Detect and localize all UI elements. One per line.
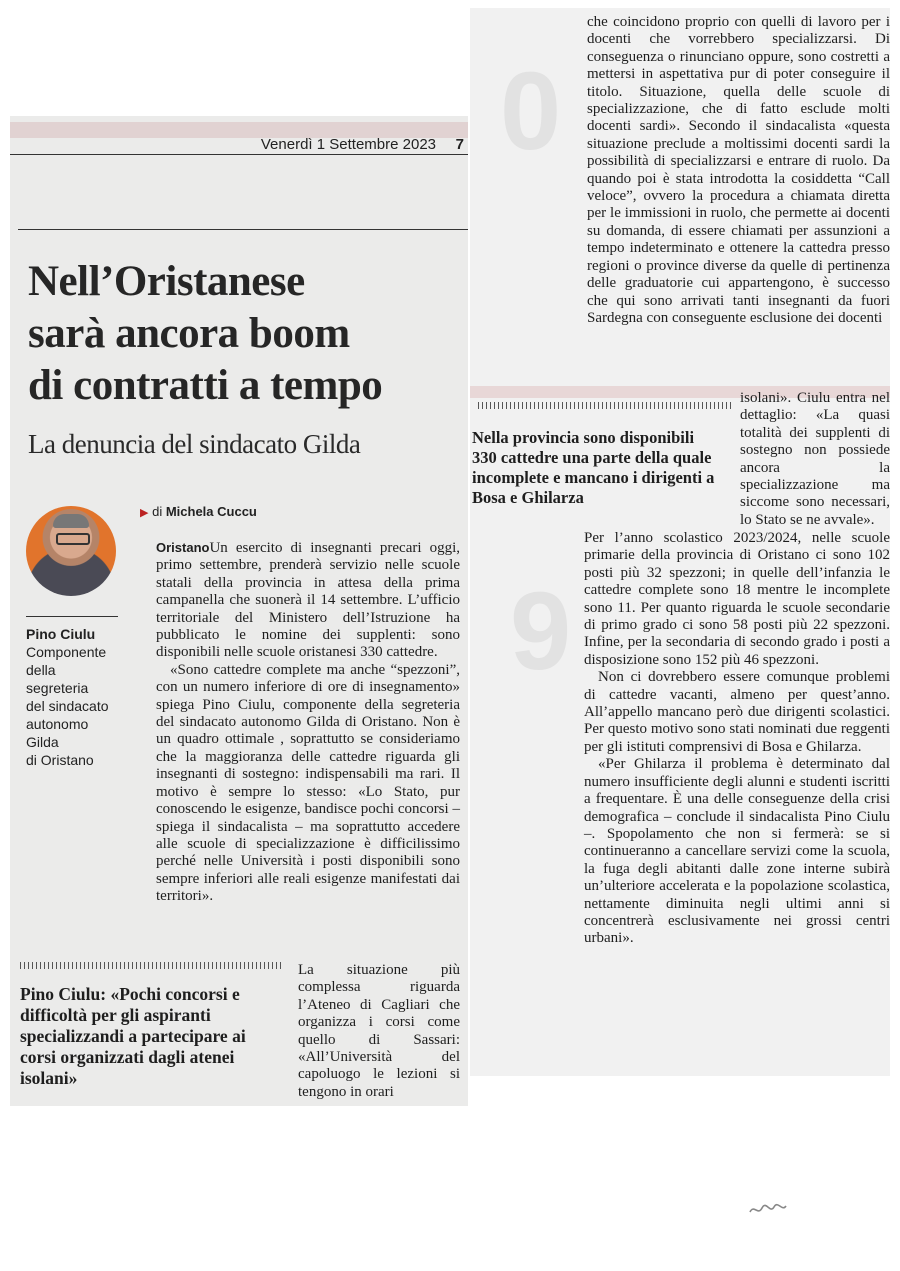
issue-date: Venerdì 1 Settembre 2023 [260, 136, 436, 153]
byline [140, 504, 257, 519]
dateline-city: Oristano [156, 540, 210, 555]
paragraph-text: Un esercito di insegnanti precari oggi, primo settembre, prenderà servizio nelle scuole statali della provincia in attesa della prima campanella che suonerà il 14 settembre. L’ufficio territoriale del Ministero dell’Istruzione ha pubblicato le nomine dei supplenti: sono disponibili nelle scuole oristanesi 330 cattedre. [156, 540, 460, 661]
byline-prefix: di [152, 504, 163, 519]
paragraph: Non ci dovrebbero essere comunque problemi di cattedre vacanti, almeno per quest’anno. All’appello mancano però due dirigenti scolastici. Per questo motivo sono stati nominati due reggenti per gli istituti comprensivi di Bosa e Ghilarza. [584, 669, 890, 755]
right-clipping [470, 8, 890, 1076]
pullquote: Pino Ciulu: «Pochi concorsi e difficoltà per gli aspiranti specializzandi a partecipare ai corsi organizzati dagli atenei isolani» [20, 984, 246, 1088]
pullquote: Nella provincia sono disponibili 330 cattedre una parte della quale incomplete e mancano i dirigenti a Bosa e Ghilarza [472, 428, 715, 507]
bleed-through-decoration: 9 [510, 570, 572, 693]
pullquote-rule [478, 402, 732, 409]
caption-role: Componente della segreteria del sindacato autonomo Gilda di Oristano [26, 644, 109, 768]
headline-line: di contratti a tempo [28, 362, 383, 409]
subheadline: La denuncia del sindacato Gilda [28, 429, 361, 459]
caption-name: Pino Ciulu [26, 626, 96, 642]
bleed-through-decoration: 0 [500, 50, 562, 173]
headline-top-rule [18, 229, 468, 230]
page-number: 7 [455, 136, 464, 153]
article-body-main [156, 540, 460, 906]
headline-line: sarà ancora boom [28, 310, 350, 357]
scribble-mark [748, 1198, 788, 1220]
left-clipping [10, 116, 468, 1106]
byline-marker-icon: ▶ [140, 507, 149, 519]
paragraph: Per l’anno scolastico 2023/2024, nelle scuole primarie della provincia di Oristano ci sono 102 posti più 32 spezzoni; in quelle dell’infanzia le cattedre complete sono 18 mentre le incomplete sono 11. Per quanto riguarda le scuole secondarie di primo grado ci sono 58 posti più 22 spezzoni. Infine, per la secondaria di secondo grado i posti a disposizione sono 152 più 46 spezzoni. [584, 530, 890, 668]
headline [28, 256, 458, 412]
header-rule [10, 154, 468, 155]
article-body-right-mid: isolani». Ciulu entra nel dettaglio: «La quasi totalità dei supplenti di sostegno non possiede ancora la specializzazione ma siccome sono necessari, lo Stato se ne avvale». [740, 390, 890, 528]
photo-glasses [56, 533, 90, 545]
article-body-right-bottom [584, 530, 890, 948]
page-header [10, 136, 468, 154]
caption-rule [26, 616, 118, 617]
paragraph: «Per Ghilarza il problema è determinato dal numero insufficiente degli alunni e studenti iscritti a frequentare. È una delle conseguenze della crisi demografica – conclude il sindacalista Pino Ciulu –. Spopolamento che non si fermerà: se si continueranno a cancellare servizi come la scuola, la fuga degli abitanti dalle zone interne subirà un’ulteriore accelerata e la popolazione scolastica, nettamente diminuita negli ultimi anni si concentrerà esclusivamente nei grossi centri urbani». [584, 756, 890, 947]
headline-line: Nell’Oristanese [28, 258, 305, 305]
author-photo [26, 506, 116, 596]
photo-hair [53, 514, 89, 528]
article-body-right-top: che coincidono proprio con quelli di lavoro per i docenti che vorrebbero specializzarsi. Di conseguenza o rinunciano oppure, sono costretti a mettersi in aspettativa pur di poter conseguire il titolo. Situazione, quella delle scuole di specializzazione, che di fatto esclude molti docenti sardi». Secondo il sindacalista «questa situazione preclude a moltissimi docenti sardi la possibilità di specializzarsi e entrare di ruolo. Da quando poi è stata introdotta la cosiddetta “Call veloce”, ovvero la procedura a chiamata diretta per le immissioni in ruolo, che permette ai docenti su domanda, di essere chiamati per assunzioni a tempo indeterminato e ottenere la cattedra presso regioni o province diverse da quelle di pertinenza delle graduatorie cui appartengono, è successo che qui sono arrivati tanti insegnanti da fuori Sardegna con conseguente esclusione dei docenti [587, 14, 890, 326]
pullquote-rule [20, 962, 282, 969]
article-body-narrow: La situazione più complessa riguarda l’Ateneo di Cagliari che organizza i corsi come quello di Sassari: «All’Università del capoluogo le lezioni si tengono in orari [298, 962, 460, 1100]
author-name: Michela Cuccu [165, 504, 257, 519]
paragraph [156, 540, 460, 662]
paragraph: «Sono cattedre complete ma anche “spezzoni”, con un numero inferiore di ore di insegnamento» spiega Pino Ciulu, componente della segreteria del sindacato autonomo Gilda di Oristano. Non è un quadro ottimale , soprattutto se consideriamo che la maggioranza delle cattedre riguarda gli insegnanti di sostegno: indispensabili ma rari. Il motivo è sempre lo stesso: «Lo Stato, pur conoscendo le esigenze, bandisce pochi concorsi – spiega il sindacalista – ma soprattutto accedere alle scuole di specializzazione è difficilissimo perché nelle Università i posti disponibili sono sempre inferiori alle reali esigenze manifestati dai territori». [156, 661, 460, 905]
